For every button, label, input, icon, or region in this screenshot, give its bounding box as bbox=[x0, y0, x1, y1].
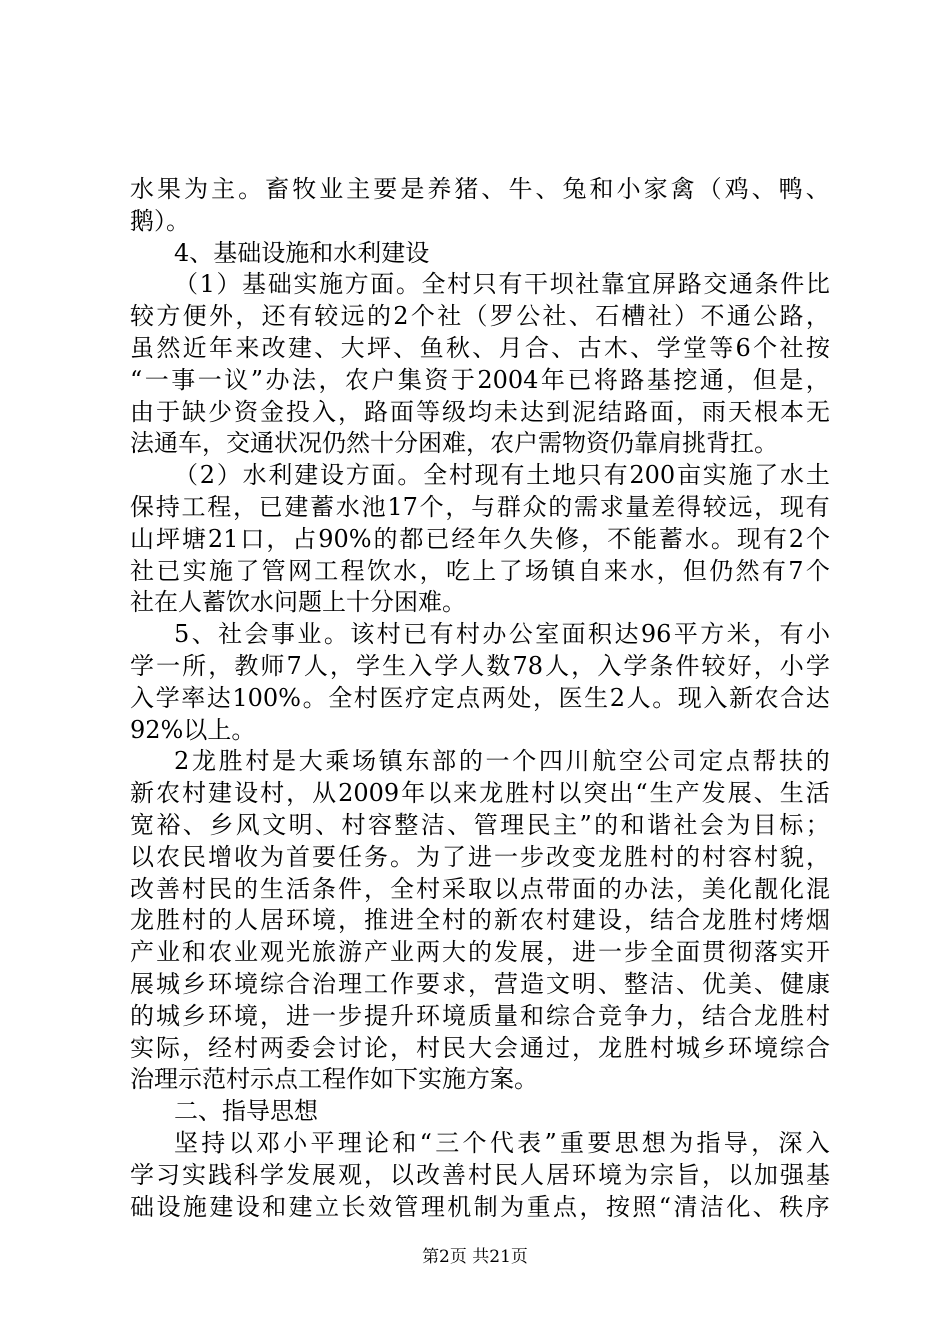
text-line: 虽 然 近 年 来 改 建 、 大 坪 、 鱼 秋 、 月 合 、 古 木 、 学 堂 等 6 个 社 按 bbox=[130, 333, 830, 362]
text-line bbox=[130, 1096, 830, 1128]
text-line-content: 92%以上。 bbox=[130, 715, 256, 744]
text-line: 水 果 为 主 。 畜 牧 业 主 要 是 养 猪 、 牛 、 兔 和 小 家 禽 （ 鸡 、 鸭 、 bbox=[130, 175, 830, 203]
text-line bbox=[130, 206, 830, 238]
text-line: 较 方 便 外 ， 还 有 较 远 的 2 个 社 （ 罗 公 社 、 石 槽 社 ） 不 通 公 路 ， bbox=[130, 302, 830, 331]
text-line: 山 坪 塘 21 口 ， 占 90% 的 都 已 经 年 久 失 修 ， 不 能 蓄 水 。 现 有 2 个 bbox=[130, 524, 830, 553]
text-line: 由 于 缺 少 资 金 投 入 ， 路 面 等 级 均 未 达 到 泥 结 路 面 ， 雨 天 根 本 无 bbox=[130, 397, 830, 426]
page-number-label: 第2页 共21页 bbox=[422, 1247, 528, 1267]
text-line: 以 农 民 增 收 为 首 要 任 务 。 为 了 进 一 步 改 变 龙 胜 村 的 村 容 村 貌 ， bbox=[130, 842, 830, 871]
text-line-content: 治理示范村示点工程作如下实施方案。 bbox=[130, 1065, 538, 1094]
text-line bbox=[130, 587, 830, 619]
text-line: 础 设 施 建 设 和 建 立 长 效 管 理 机 制 为 重 点 ， 按 照 “ 清 洁 化 、 秩 序 bbox=[130, 1192, 830, 1221]
text-line-content: 鹅）。 bbox=[130, 206, 190, 235]
text-line: 学 习 实 践 科 学 发 展 观 ， 以 改 善 村 民 人 居 环 境 为 宗 旨 ， 以 加 强 基 bbox=[130, 1160, 830, 1189]
text-line: 宽 裕 、 乡 风 文 明 、 村 容 整 洁 、 管 理 民 主 ” 的 和 谐 社 会 为 目 标 ； bbox=[130, 810, 830, 839]
page-footer bbox=[0, 1242, 950, 1267]
text-line: 保 持 工 程 ， 已 建 蓄 水 池 17 个 ， 与 群 众 的 需 求 量 差 得 较 远 ， 现 有 bbox=[130, 492, 830, 521]
text-line bbox=[130, 238, 830, 270]
text-line: 的 城 乡 环 境 ， 进 一 步 提 升 环 境 质 量 和 综 合 竞 争 力 ， 结 合 龙 胜 村 bbox=[130, 1001, 830, 1030]
text-line: 5 、 社 会 事 业 。 该 村 已 有 村 办 公 室 面 积 达 96 平 方 米 ， 有 小 bbox=[174, 620, 830, 649]
text-line-content: 4、基础设施和水利建设 bbox=[174, 238, 430, 267]
text-line: 坚 持 以 邓 小 平 理 论 和 “ 三 个 代 表 ” 重 要 思 想 为 指 导 ， 深 入 bbox=[174, 1128, 830, 1157]
text-line: 入 学 率 达 100% 。 全 村 医 疗 定 点 两 处 ， 医 生 2 人 。 现 入 新 农 合 达 bbox=[130, 683, 830, 712]
text-line: 产 业 和 农 业 观 光 旅 游 产 业 两 大 的 发 展 ， 进 一 步 全 面 贯 彻 落 实 开 bbox=[130, 938, 830, 967]
text-line: 新 农 村 建 设 村 ， 从 2009 年 以 来 龙 胜 村 以 突 出 “ 生 产 发 展 、 生 活 bbox=[130, 779, 830, 808]
text-line: 展 城 乡 环 境 综 合 治 理 工 作 要 求 ， 营 造 文 明 、 整 洁 、 优 美 、 健 康 bbox=[130, 969, 830, 998]
text-line: 实 际 ， 经 村 两 委 会 讨 论 ， 村 民 大 会 通 过 ， 龙 胜 村 城 乡 环 境 综 合 bbox=[130, 1033, 830, 1062]
text-line: 社 已 实 施 了 管 网 工 程 饮 水 ， 吃 上 了 场 镇 自 来 水 ， 但 仍 然 有 7 个 bbox=[130, 556, 830, 585]
text-line-content: 社在人蓄饮水问题上十分困难。 bbox=[130, 588, 466, 617]
text-line: “ 一 事 一 议 ” 办 法 ， 农 户 集 资 于 2004 年 已 将 路 基 挖 通 ， 但 是 ， bbox=[130, 365, 830, 394]
text-line-content: 二、指导思想 bbox=[174, 1097, 318, 1126]
text-line bbox=[130, 715, 830, 747]
text-line: 龙 胜 村 的 人 居 环 境 ， 推 进 全 村 的 新 农 村 建 设 ， 结 合 龙 胜 村 烤 烟 bbox=[130, 906, 830, 935]
text-line: （ 1 ） 基 础 实 施 方 面 。 全 村 只 有 干 坝 社 靠 宜 屏 路 交 通 条 件 比 bbox=[174, 270, 830, 299]
text-line: 2 龙 胜 村 是 大 乘 场 镇 东 部 的 一 个 四 川 航 空 公 司 定 点 帮 扶 的 bbox=[174, 747, 830, 776]
text-line bbox=[130, 1064, 830, 1096]
text-line: 学 一 所 ， 教 师 7 人 ， 学 生 入 学 人 数 78 人 ， 入 学 条 件 较 好 ， 小 学 bbox=[130, 651, 830, 680]
text-line: 改 善 村 民 的 生 活 条 件 ， 全 村 采 取 以 点 带 面 的 办 法 ， 美 化 靓 化 混 bbox=[130, 874, 830, 903]
document-body bbox=[130, 174, 830, 1223]
text-line: （ 2 ） 水 利 建 设 方 面 。 全 村 现 有 土 地 只 有 200 亩 实 施 了 水 土 bbox=[174, 461, 830, 490]
text-line-content: 法通车，交通状况仍然十分困难，农户需物资仍靠肩挑背扛。 bbox=[130, 429, 778, 458]
text-line bbox=[130, 428, 830, 460]
